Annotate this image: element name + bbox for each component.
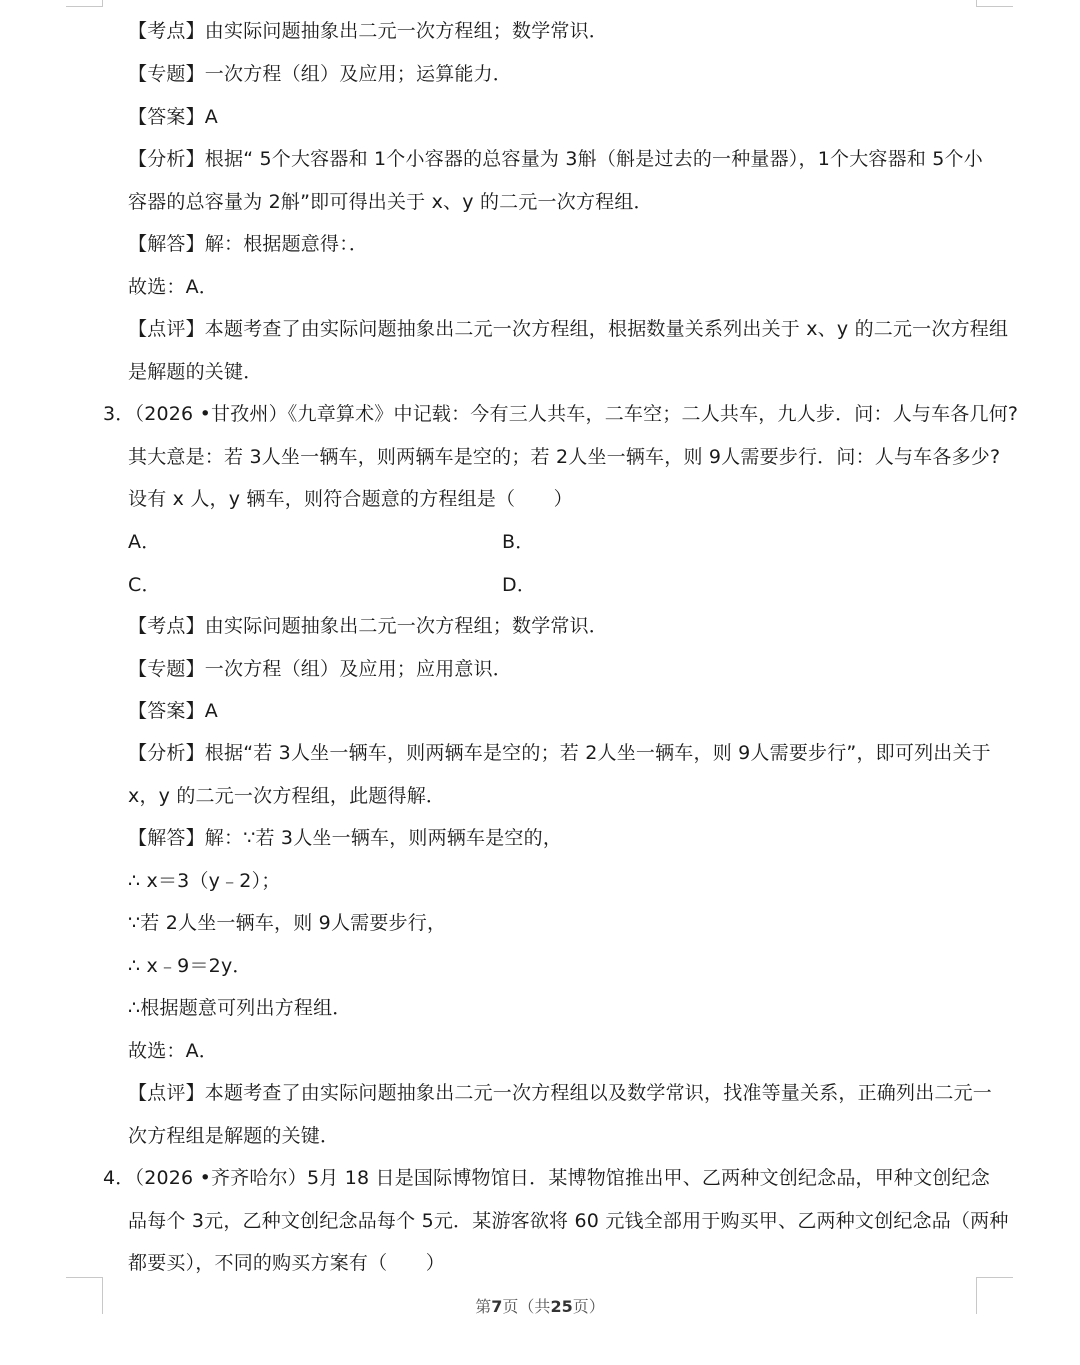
option-b: B． bbox=[502, 531, 535, 553]
comment-line-q2-1: 【点评】本题考查了由实际问题抽象出二元一次方程组，根据数量关系列出关于 x、y 的二元一次方程组 bbox=[128, 318, 1009, 340]
choice-line-q2: 故选：A． bbox=[128, 276, 218, 298]
answer-line-q2: 【答案】A bbox=[128, 106, 218, 128]
solution-line-q3-1: 【解答】解：∵若 3人坐一辆车，则两辆车是空的， bbox=[128, 827, 563, 849]
analysis-line-q3-1: 【分析】根据“若 3人坐一辆车，则两辆车是空的；若 2人坐一辆车，则 9人需要步行”，即可列出关于 bbox=[128, 742, 991, 764]
solution-line-q3-4: ∴ x﹣9＝2y． bbox=[128, 955, 252, 977]
option-d: D． bbox=[502, 574, 537, 596]
footer-page-number: 7 bbox=[491, 1297, 503, 1316]
solution-line-q3-5: ∴根据题意可列出方程组． bbox=[128, 997, 352, 1019]
kaodian-line-q2: 【考点】由实际问题抽象出二元一次方程组；数学常识． bbox=[128, 20, 609, 42]
option-a: A． bbox=[128, 531, 161, 553]
question-3-line-2: 其大意是：若 3人坐一辆车，则两辆车是空的；若 2人坐一辆车，则 9人需要步行．问：人与车各多少? bbox=[128, 446, 1001, 468]
analysis-line-q2-2: 容器的总容量为 2斛”即可得出关于 x、y 的二元一次方程组． bbox=[128, 191, 653, 213]
solution-line-q3-3: ∵若 2人坐一辆车，则 9人需要步行， bbox=[128, 912, 447, 934]
comment-line-q3-1: 【点评】本题考查了由实际问题抽象出二元一次方程组以及数学常识，找准等量关系，正确列出二元一 bbox=[128, 1082, 993, 1104]
question-4-line-2: 品每个 3元，乙种文创纪念品每个 5元．某游客欲将 60 元钱全部用于购买甲、乙两种文创纪念品（两种 bbox=[128, 1210, 1009, 1232]
analysis-line-q2-1: 【分析】根据“ 5个大容器和 1个小容器的总容量为 3斛（斛是过去的一种量器），1个大容器和 5个小 bbox=[128, 148, 983, 170]
answer-line-q3: 【答案】A bbox=[128, 700, 218, 722]
crop-mark-top-left bbox=[66, 0, 103, 7]
page-footer bbox=[0, 1294, 1080, 1317]
question-3-line-1: 3．（2026 •甘孜州）《九章算术》中记载：今有三人共车，二车空；二人共车，九人步．问：人与车各几何? bbox=[103, 403, 1019, 425]
option-c: C． bbox=[128, 574, 161, 596]
footer-mid: 页（共 bbox=[502, 1297, 551, 1316]
footer-prefix: 第 bbox=[475, 1297, 492, 1316]
footer-suffix: 页） bbox=[572, 1297, 605, 1316]
crop-mark-top-right bbox=[976, 0, 1013, 7]
question-3-line-3: 设有 x 人，y 辆车，则符合题意的方程组是（ ） bbox=[128, 488, 573, 510]
zhuanti-line-q3: 【专题】一次方程（组）及应用；应用意识． bbox=[128, 658, 513, 680]
footer-total-pages: 25 bbox=[550, 1297, 573, 1316]
question-4-line-3: 都要买），不同的购买方案有（ ） bbox=[128, 1252, 445, 1274]
choice-line-q3: 故选：A． bbox=[128, 1040, 218, 1062]
comment-line-q2-2: 是解题的关键． bbox=[128, 361, 263, 383]
kaodian-line-q3: 【考点】由实际问题抽象出二元一次方程组；数学常识． bbox=[128, 615, 609, 637]
question-4-line-1: 4．（2026 •齐齐哈尔）5月 18 日是国际博物馆日．某博物馆推出甲、乙两种文创纪念品，甲种文创纪念 bbox=[103, 1167, 990, 1189]
solution-line-q2: 【解答】解：根据题意得：． bbox=[128, 233, 369, 255]
comment-line-q3-2: 次方程组是解题的关键． bbox=[128, 1125, 340, 1147]
zhuanti-line-q2: 【专题】一次方程（组）及应用；运算能力． bbox=[128, 63, 513, 85]
solution-line-q3-2: ∴ x＝3（y﹣2）； bbox=[128, 870, 281, 892]
analysis-line-q3-2: x，y 的二元一次方程组，此题得解． bbox=[128, 785, 446, 807]
